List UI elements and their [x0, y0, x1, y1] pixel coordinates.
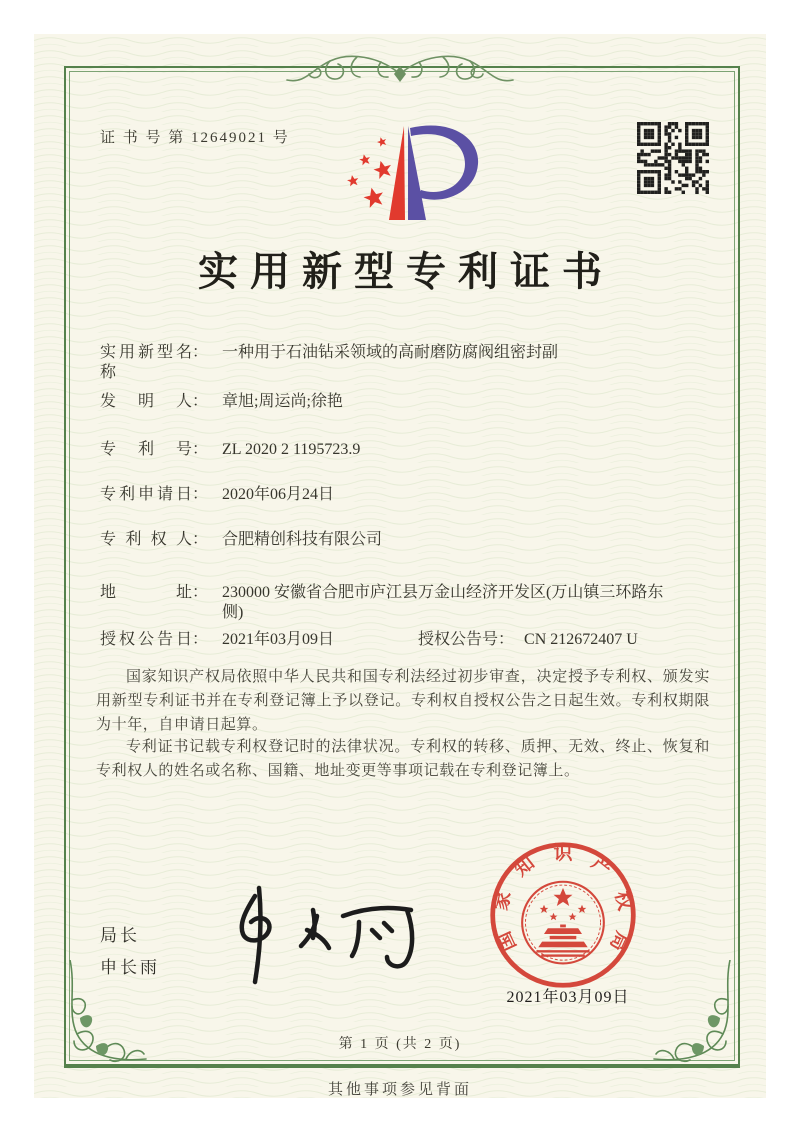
top-border-ornament [285, 46, 515, 100]
grant-no-group [418, 630, 638, 650]
field-value-patent-no: ZL 2020 2 1195723.9 [222, 441, 361, 458]
field-colon: ： [192, 531, 209, 548]
field-label-patent-no: 专利号 [100, 441, 192, 458]
field-row-patentee [100, 530, 720, 550]
field-row-name [100, 343, 720, 383]
field-row-inventor [100, 392, 720, 412]
logo-red-wedge [389, 126, 405, 220]
body-paragraph-2: 专利证书记载专利权登记时的法律状况。专利权的转移、质押、无效、终止、恢复和专利权人的姓名或名称、国籍、地址变更等事项记载在专利登记簿上。 [96, 739, 710, 779]
field-value-address: 230000 安徽省合肥市庐江县万金山经济开发区(万山镇三环路东侧) [222, 584, 664, 621]
cnipa-logo [332, 112, 492, 232]
field-colon: ： [192, 486, 209, 503]
field-value-filing-date: 2020年06月24日 [222, 486, 335, 503]
field-label-grant-date: 授权公告日 [100, 631, 192, 648]
body-paragraph-1: 国家知识产权局依照中华人民共和国专利法经过初步审查，决定授予专利权、颁发实用新型专利证书并在专利登记簿上予以登记。专利权自授权公告之日起生效。专利权期限为十年，自申请日起算。 [96, 669, 710, 733]
svg-text:知: 知 [510, 852, 539, 881]
logo-p-bowl [410, 126, 478, 200]
field-label-filing-date: 专利申请日 [100, 486, 192, 503]
field-colon: ： [192, 393, 209, 410]
national-emblem-icon [522, 882, 604, 964]
director-signature [225, 878, 425, 988]
field-colon: ： [498, 631, 515, 648]
certificate-paper [34, 34, 766, 1098]
svg-text:产: 产 [587, 852, 616, 881]
field-value-name: 一种用于石油钻采领域的高耐磨防腐阀组密封副 [222, 344, 559, 361]
field-label-address: 地址 [100, 584, 192, 601]
svg-text:家: 家 [490, 889, 516, 913]
page-number: 第 1 页 (共 2 页) [338, 1037, 462, 1052]
field-value-inventor: 章旭;周运尚;徐艳 [222, 393, 343, 410]
seal-date: 2021年03月09日 [506, 989, 630, 1006]
back-note: 其他事项参见背面 [327, 1082, 472, 1098]
logo-blue-wedge [408, 126, 426, 220]
field-colon: ： [192, 344, 209, 361]
certificate-number: 证 书 号 第 12649021 号 [100, 130, 290, 146]
qr-code [637, 122, 709, 194]
field-row-filing-date [100, 485, 720, 505]
certificate-title: 实用新型专利证书 [198, 249, 614, 294]
field-colon: ： [192, 441, 209, 458]
svg-text:识: 识 [553, 842, 573, 864]
svg-text:权: 权 [610, 889, 636, 913]
field-row-patent-no [100, 440, 720, 460]
field-colon: ： [192, 631, 209, 648]
field-value-patentee: 合肥精创科技有限公司 [222, 531, 383, 548]
field-row-grant [100, 630, 720, 650]
official-seal [487, 839, 639, 991]
director-title: 局长 [100, 926, 140, 945]
logo-stars [346, 136, 393, 209]
field-colon: ： [192, 584, 209, 601]
field-value-grant-date: 2021年03月09日 [222, 631, 335, 648]
svg-text:局: 局 [605, 928, 633, 955]
field-label-inventor: 发明人 [100, 393, 192, 410]
field-row-address [100, 583, 720, 623]
field-label-name: 实用新型名称 [100, 344, 192, 381]
svg-text:国: 国 [493, 928, 521, 955]
field-label-patentee: 专利权人 [100, 531, 192, 548]
field-value-grant-no: CN 212672407 U [524, 631, 638, 648]
field-label-grant-no: 授权公告号 [418, 631, 499, 648]
director-name: 申长雨 [100, 958, 160, 977]
